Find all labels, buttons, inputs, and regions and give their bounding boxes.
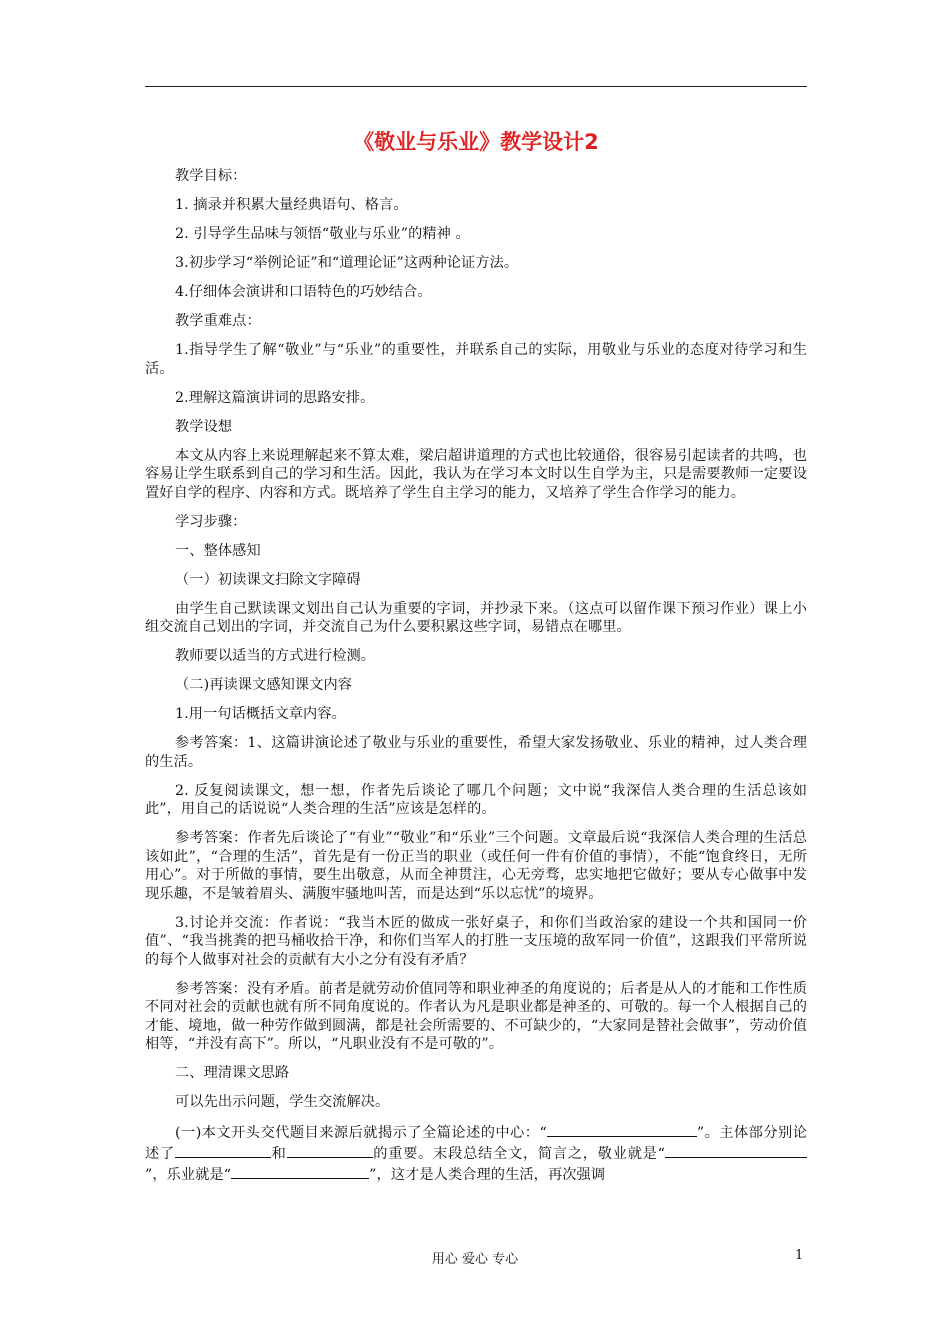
fill-blank	[287, 1143, 373, 1158]
paragraph: 3.初步学习“举例论证”和“道理论证”这两种论证方法。	[175, 255, 519, 271]
document-body	[145, 127, 807, 1196]
document-title: 《敬业与乐业》教学设计2	[353, 130, 599, 154]
paragraph: （一）初读课文扫除文字障碍	[175, 571, 361, 588]
paragraph: 2.理解这篇演讲词的思路安排。	[175, 389, 375, 406]
paragraph: 2. 引导学生品味与领悟“敬业与乐业”的精神 。	[175, 226, 470, 242]
paragraph: 本文从内容上来说理解起来不算太难，梁启超讲道理的方式也比较通俗，很容易引起读者的共鸣，也容易让学生联系到自己的学习和生活。因此，我认为在学习本文时以生自学为主，只是需要教师一定要设置好自学的程序、内容和方式。既培养了学生自主学习的能力，又培养了学生合作学习的能力。	[145, 447, 807, 501]
footer-text: 用心 爱心 专心	[431, 1252, 519, 1267]
fill-text: 的重要。末段总结全文，简言之，敬业就是“	[372, 1146, 665, 1162]
paragraph: 3.讨论并交流：作者说：“我当木匠的做成一张好桌子，和你们当政治家的建设一个共和国同一价值”、“我当挑粪的把马桶收拾干净，和你们当军人的打胜一支压境的敌军同一价值”，这跟我们平常所说的每个人做事对社会的贡献有大小之分有没有矛盾？	[145, 914, 807, 968]
fill-blank	[175, 1143, 271, 1158]
fill-text: (一)本文开头交代题目来源后就揭示了全篇论述的中心：“	[175, 1125, 547, 1141]
header-rule	[145, 86, 807, 87]
paragraph: （二)再读课文感知课文内容	[175, 677, 353, 693]
fill-blank	[231, 1164, 369, 1179]
paragraph: 1.用一句话概括文章内容。	[175, 706, 346, 722]
paragraph: 学习步骤：	[175, 513, 247, 530]
paragraph: 1.指导学生了解“敬业”与“乐业”的重要性，并联系自己的实际，用敬业与乐业的态度对待学习和生活。	[145, 342, 807, 377]
paragraph: 二、理清课文思路	[175, 1065, 290, 1081]
paragraph: 1. 摘录并积累大量经典语句、格言。	[175, 197, 408, 213]
paragraph: 参考答案：作者先后谈论了“有业”“敬业”和“乐业”三个问题。文章最后说“我深信人类合理的生活总该如此”，“合理的生活”，首先是有一份正当的职业（或任何一件有价值的事情），不能“饱食终日，无所用心”。对于所做的事情，要生出敬意，从而全神贯注，心无旁骛，忠实地把它做好；要从专心做事中发现乐趣，不是皱着眉头、满腹牢骚地叫苦，而是达到“乐以忘忧”的境界。	[145, 830, 807, 902]
paragraph: 参考答案：没有矛盾。前者是就劳动价值同等和职业神圣的角度说的；后者是从人的才能和工作性质不同对社会的贡献也就有所不同角度说的。作者认为凡是职业都是神圣的、可敬的。每一个人根据自己的才能、境地，做一种劳作做到圆满，都是社会所需要的、不可缺少的，“大家同是替社会做事”，劳动价值相等，“并没有高下”。所以，“凡职业没有不是可敬的”。	[145, 980, 807, 1052]
fill-blank	[547, 1122, 697, 1137]
paragraph: 教学目标：	[175, 168, 247, 184]
paragraph: 2. 反复阅读课文，想一想，作者先后谈论了哪几个问题；文中说“我深信人类合理的生活总该如此”，用自己的话说说“人类合理的生活”应该是怎样的。	[145, 782, 807, 817]
page-footer	[0, 1248, 950, 1268]
paragraph: 可以先出示问题，学生交流解决。	[175, 1094, 390, 1110]
fill-text: ”，乐业就是“	[145, 1167, 232, 1183]
fill-text: ”，这才是人类合理的生活，再次强调	[369, 1167, 606, 1183]
paragraph: 一、整体感知	[175, 542, 261, 559]
fill-blank	[665, 1143, 807, 1158]
fill-in-paragraph	[145, 1122, 807, 1185]
paragraph: 由学生自己默读课文划出自己认为重要的字词，并抄录下来。（这点可以留作课下预习作业）课上小组交流自己划出的字词，并交流自己为什么要积累这些字词，易错点在哪里。	[145, 600, 807, 635]
paragraph: 教学设想	[175, 418, 233, 435]
paragraph: 参考答案：1、这篇讲演论述了敬业与乐业的重要性，希望大家发扬敬业、乐业的精神，过人类合理的生活。	[145, 735, 807, 770]
paragraph: 教师要以适当的方式进行检测。	[175, 648, 376, 664]
paragraph: 4.仔细体会演讲和口语特色的巧妙结合。	[175, 284, 432, 300]
paragraph: 教学重难点：	[175, 313, 261, 329]
fill-text: ”。主体部分别论述了	[145, 1125, 807, 1162]
page-number: 1	[795, 1248, 804, 1263]
fill-text: 和	[270, 1146, 287, 1162]
